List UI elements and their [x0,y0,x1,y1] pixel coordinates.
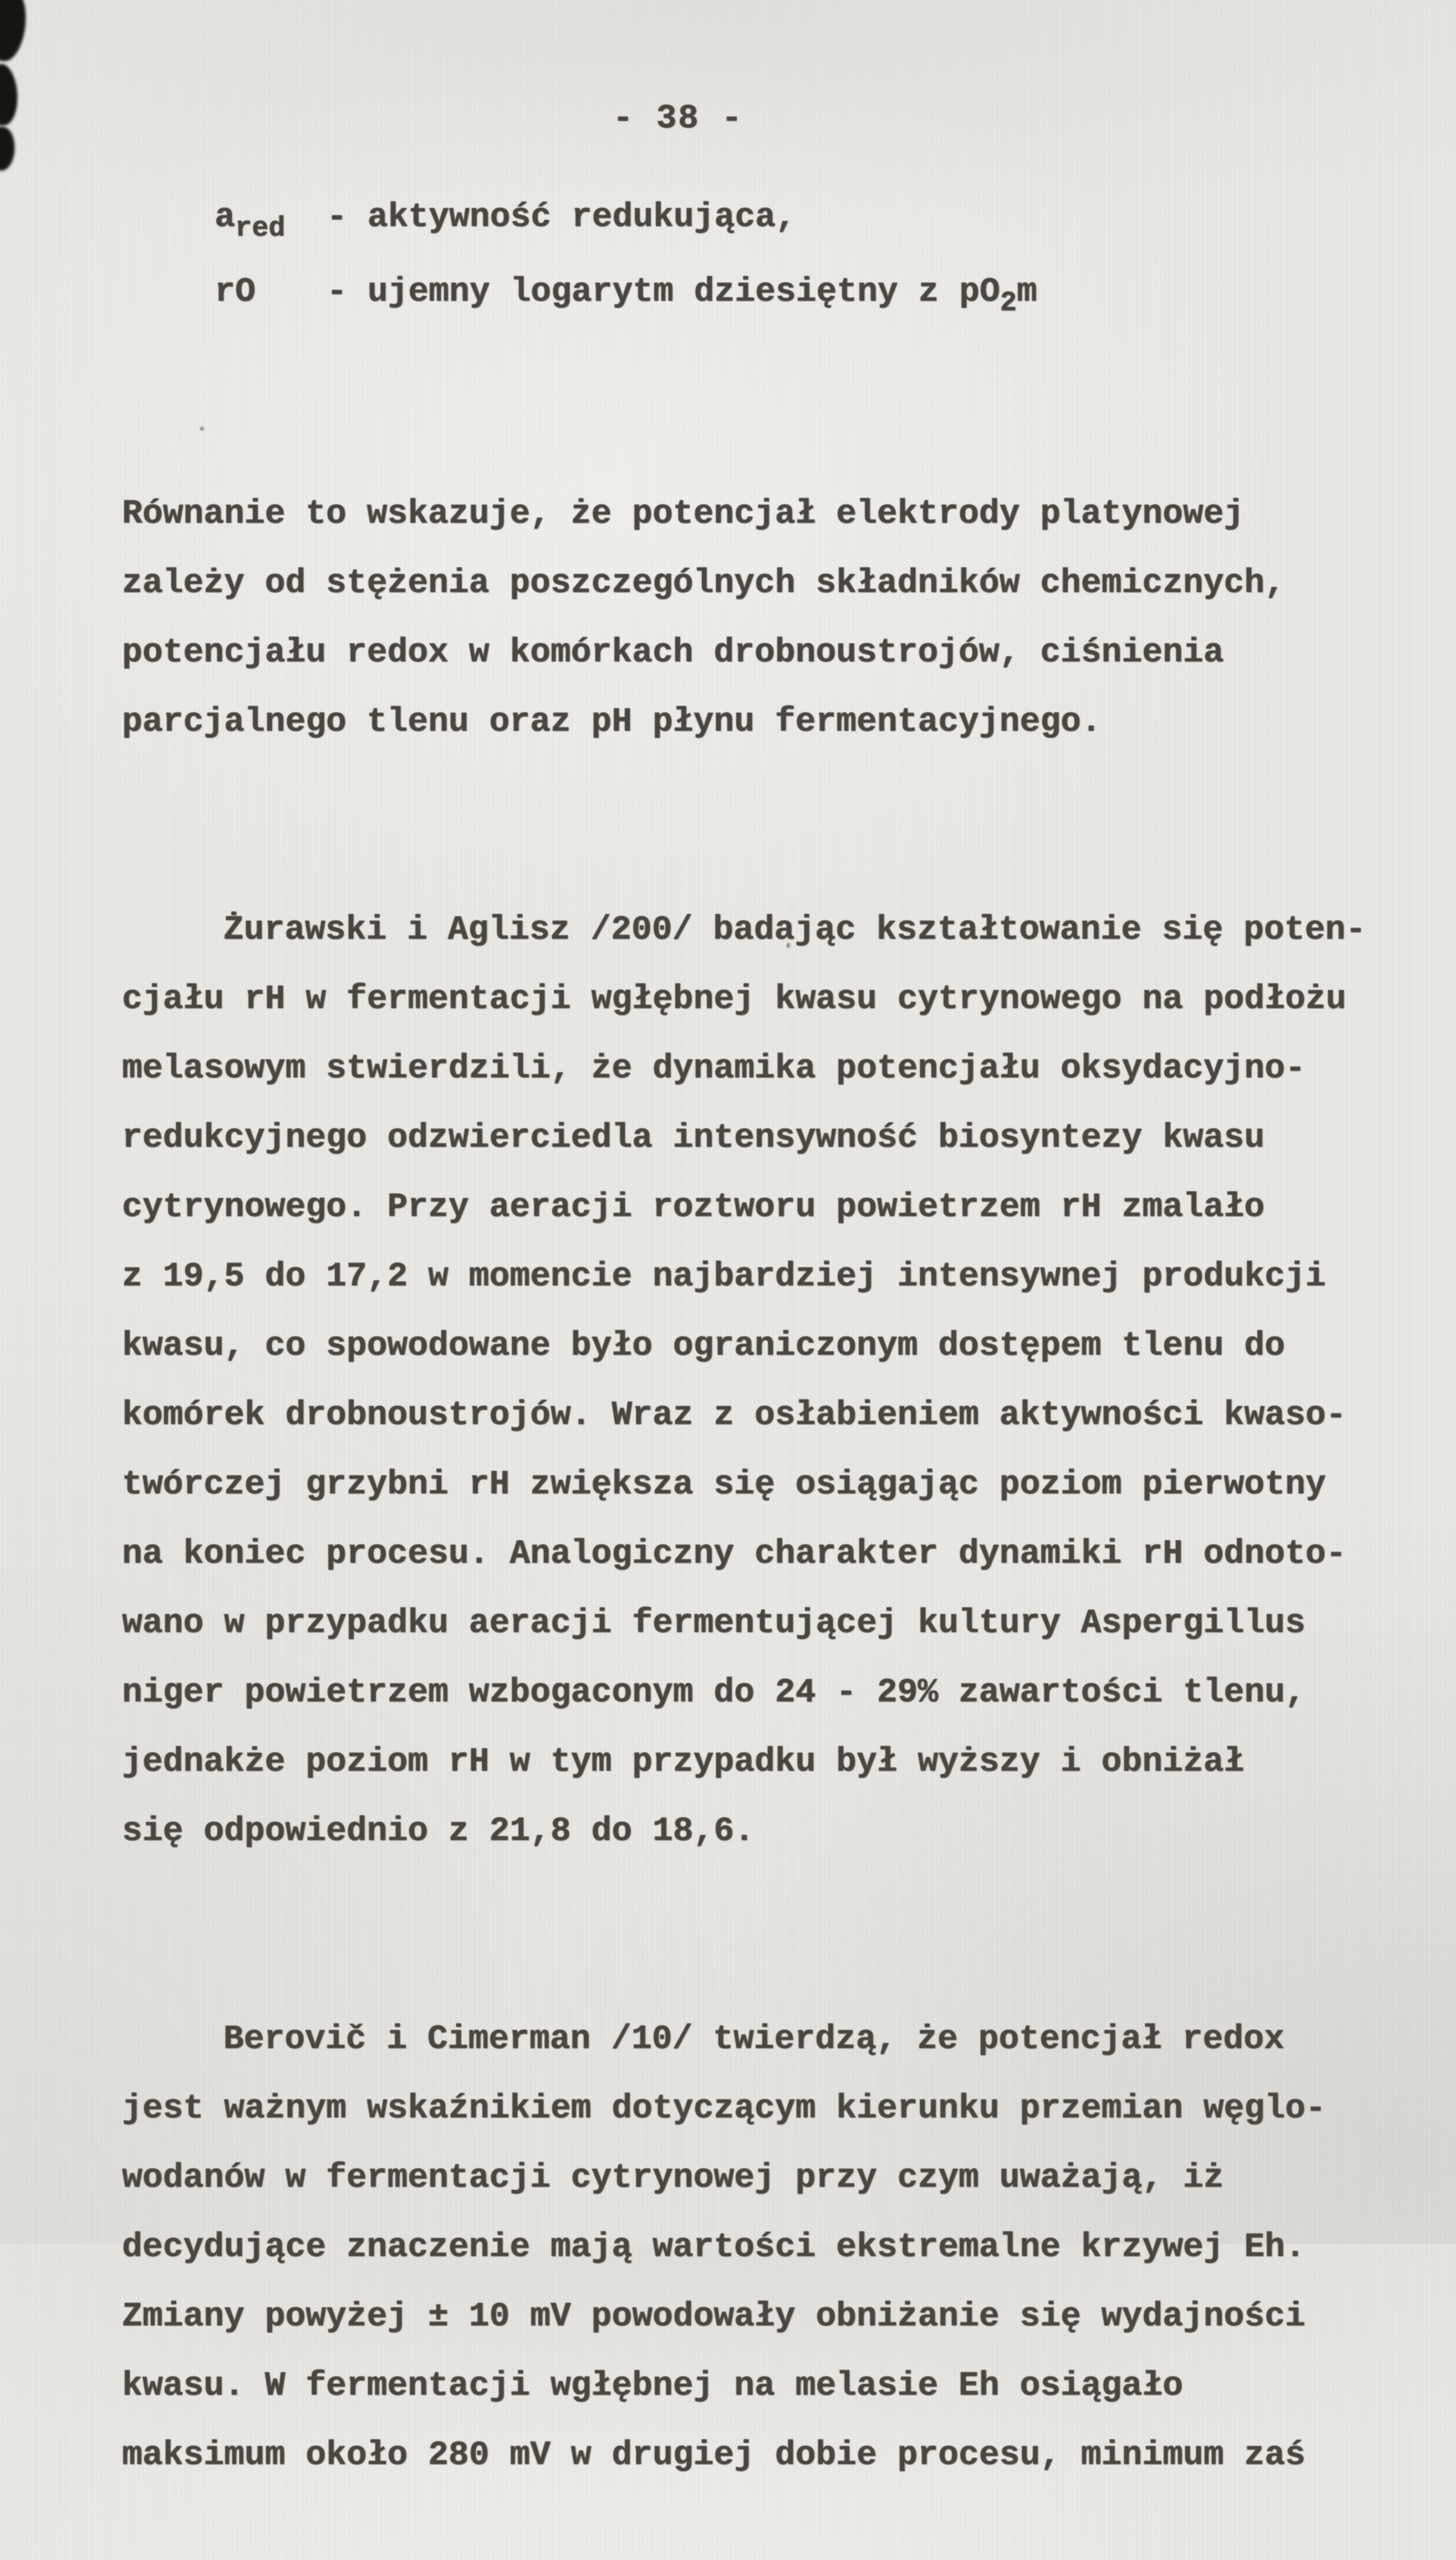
text-line: cytrynowego. Przy aeracji roztworu powietrzem rH zmalało [122,1189,1265,1227]
text-line: wodanów w fermentacji cytrynowej przy czym uważają, iż [122,2159,1224,2197]
text-line: na koniec procesu. Analogiczny charakter dynamiki rH odnoto- [122,1535,1347,1573]
paragraph-2 [122,896,1429,1867]
text-line: kwasu. W fermentacji wgłębnej na melasie Eh osiągało [122,2367,1183,2405]
definition-text-before-sub: - ujemny logarytm dziesiętny z pO [327,273,1000,311]
text-line: cjału rH w fermentacji wgłębnej kwasu cytrynowego na podłożu [122,981,1347,1019]
text-line: się odpowiednio z 21,8 do 18,6. [122,1813,755,1851]
definition-rO [215,273,1037,319]
text-line: Żurawski i Aglisz /200/ badając kształtowanie się poten- [223,911,1366,949]
text-line: twórczej grzybni rH zwiększa się osiągając poziom pierwotny [122,1466,1326,1504]
text-line: decydujące znaczenie mają wartości ekstremalne krzywej Eh. [122,2229,1306,2267]
text-line: komórek drobnoustrojów. Wraz z osłabieniem aktywności kwaso- [122,1397,1347,1435]
page-number: - 38 - [613,100,743,138]
paragraph-1 [122,480,1429,757]
scan-artifact [0,0,30,63]
text-line: potencjału redox w komórkach drobnoustrojów, ciśnienia [122,634,1224,672]
text-line: niger powietrzem wzbogaconym do 24 - 29% zawartości tlenu, [122,1674,1306,1712]
text-line: zależy od stężenia poszczególnych składników chemicznych, [122,565,1285,603]
text-line: wano w przypadku aeracji fermentującej kultury Aspergillus [122,1605,1306,1643]
symbol-a: a [215,199,235,237]
definition-term [215,199,327,245]
symbol-rO: rO [215,273,256,311]
text-line: z 19,5 do 17,2 w momencie najbardziej intensywnej produkcji [122,1258,1326,1296]
text-line: Berovič i Cimerman /10/ twierdzą, że potencjał redox [223,2021,1285,2059]
text-line: Zmiany powyżej ± 10 mV powodowały obniżanie się wydajności [122,2298,1306,2336]
text-line: kwasu, co spowodowane było ograniczonym dostępem tlenu do [122,1327,1285,1365]
definition-a-red [215,199,796,245]
text-line: jest ważnym wskaźnikiem dotyczącym kierunku przemian węglo- [122,2090,1326,2128]
text-line: melasowym stwierdzili, że dynamika potencjału oksydacyjno- [122,1050,1306,1088]
text-line: jednakże poziom rH w tym przypadku był wyższy i obniżał [122,1743,1245,1781]
paragraph-3 [122,2005,1429,2491]
text-line: maksimum około 280 mV w drugiej dobie procesu, minimum zaś [122,2437,1306,2475]
subscript-2: 2 [999,287,1017,319]
definition-text-after-sub: m [1017,273,1037,311]
definition-text: - aktywność redukująca, [327,199,796,237]
text-line: redukcyjnego odzwierciedla intensywność biosyntezy kwasu [122,1119,1265,1157]
body-text [122,341,1429,2560]
definition-term [215,273,327,311]
text-line: parcjalnego tlenu oraz pH płynu fermentacyjnego. [122,703,1102,741]
subscript-red: red [235,212,285,245]
text-line: Równanie to wskazuje, że potencjał elektrody platynowej [122,495,1245,533]
